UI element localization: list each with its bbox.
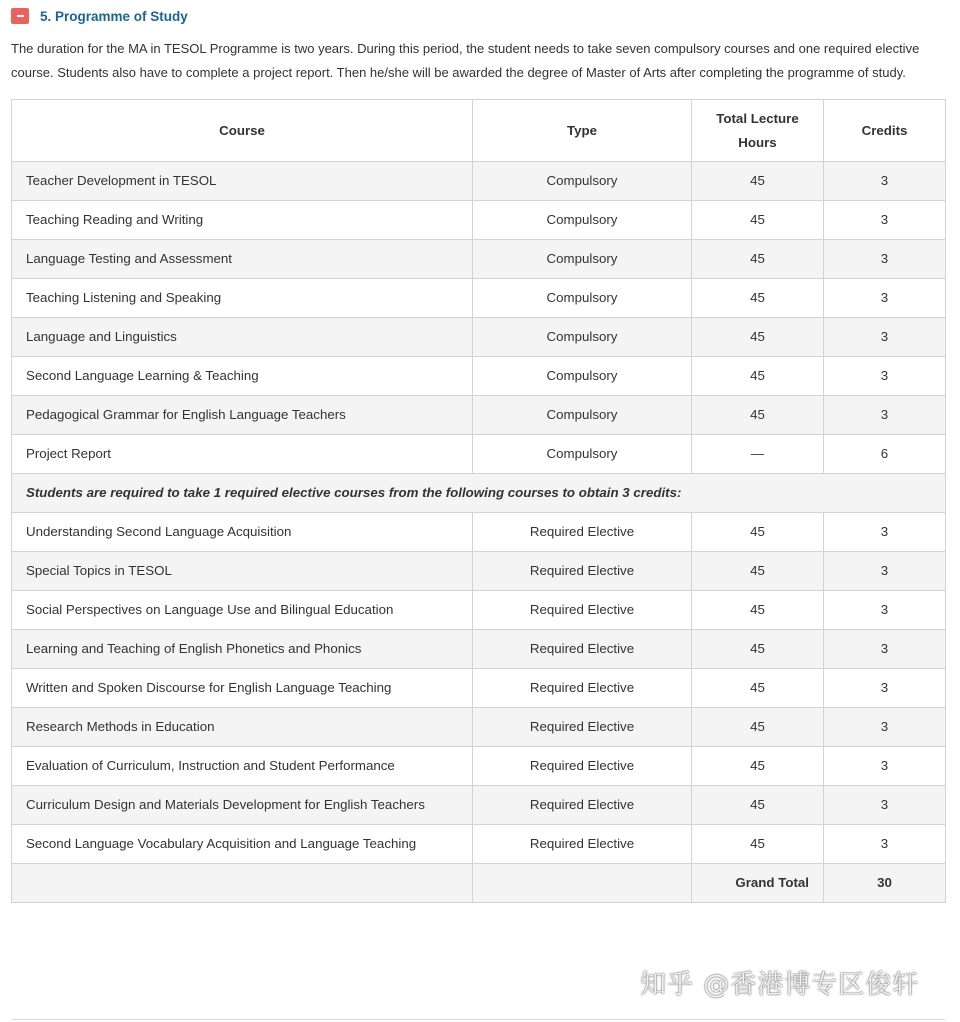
hours-cell: 45 xyxy=(692,318,824,357)
type-cell: Compulsory xyxy=(473,318,692,357)
table-header-row xyxy=(12,100,946,162)
credits-cell: 3 xyxy=(824,591,946,630)
watermark: 知乎 @香港博专区俊轩 xyxy=(640,970,920,1000)
section-header xyxy=(11,6,188,26)
course-cell: Teacher Development in TESOL xyxy=(12,162,473,201)
collapse-button[interactable] xyxy=(11,8,29,24)
credits-cell: 3 xyxy=(824,396,946,435)
type-cell: Required Elective xyxy=(473,552,692,591)
table-row xyxy=(12,435,946,474)
table-row xyxy=(12,669,946,708)
empty-cell xyxy=(473,864,692,903)
course-table xyxy=(11,99,946,903)
course-cell: Project Report xyxy=(12,435,473,474)
course-cell: Language and Linguistics xyxy=(12,318,473,357)
table-row xyxy=(12,630,946,669)
grand-total-value: 30 xyxy=(824,864,946,903)
grand-total-row xyxy=(12,864,946,903)
course-cell: Second Language Learning & Teaching xyxy=(12,357,473,396)
type-cell: Compulsory xyxy=(473,240,692,279)
course-cell: Written and Spoken Discourse for English Language Teaching xyxy=(12,669,473,708)
hours-cell: 45 xyxy=(692,279,824,318)
table-row xyxy=(12,357,946,396)
course-cell: Teaching Reading and Writing xyxy=(12,201,473,240)
type-cell: Required Elective xyxy=(473,825,692,864)
table-row xyxy=(12,708,946,747)
hours-cell: — xyxy=(692,435,824,474)
header-type: Type xyxy=(473,100,692,162)
course-cell: Language Testing and Assessment xyxy=(12,240,473,279)
hours-cell: 45 xyxy=(692,396,824,435)
table-row xyxy=(12,240,946,279)
header-hours: Total Lecture Hours xyxy=(692,100,824,162)
type-cell: Required Elective xyxy=(473,708,692,747)
hours-cell: 45 xyxy=(692,591,824,630)
hours-cell: 45 xyxy=(692,630,824,669)
course-cell: Evaluation of Curriculum, Instruction and Student Performance xyxy=(12,747,473,786)
type-cell: Compulsory xyxy=(473,201,692,240)
credits-cell: 3 xyxy=(824,630,946,669)
table-row xyxy=(12,396,946,435)
credits-cell: 3 xyxy=(824,825,946,864)
credits-cell: 3 xyxy=(824,552,946,591)
course-cell: Curriculum Design and Materials Development for English Teachers xyxy=(12,786,473,825)
hours-cell: 45 xyxy=(692,162,824,201)
type-cell: Compulsory xyxy=(473,357,692,396)
credits-cell: 3 xyxy=(824,240,946,279)
course-cell: Social Perspectives on Language Use and Bilingual Education xyxy=(12,591,473,630)
hours-cell: 45 xyxy=(692,786,824,825)
hours-cell: 45 xyxy=(692,552,824,591)
type-cell: Required Elective xyxy=(473,630,692,669)
type-cell: Required Elective xyxy=(473,786,692,825)
type-cell: Compulsory xyxy=(473,435,692,474)
empty-cell xyxy=(12,864,473,903)
header-course: Course xyxy=(12,100,473,162)
credits-cell: 3 xyxy=(824,162,946,201)
type-cell: Required Elective xyxy=(473,747,692,786)
type-cell: Required Elective xyxy=(473,591,692,630)
minus-icon xyxy=(17,15,24,17)
hours-cell: 45 xyxy=(692,669,824,708)
hours-cell: 45 xyxy=(692,747,824,786)
type-cell: Required Elective xyxy=(473,669,692,708)
credits-cell: 3 xyxy=(824,318,946,357)
grand-total-label: Grand Total xyxy=(692,864,824,903)
table-row xyxy=(12,513,946,552)
credits-cell: 3 xyxy=(824,357,946,396)
credits-cell: 3 xyxy=(824,747,946,786)
credits-cell: 3 xyxy=(824,201,946,240)
intro-paragraph: The duration for the MA in TESOL Programme is two years. During this period, the student needs to take seven compulsory courses and one required elective course. Students also have to complete a project report. Then he/she will be awarded the degree of Master of Arts after completing the programme of study. xyxy=(11,41,920,80)
course-cell: Pedagogical Grammar for English Language Teachers xyxy=(12,396,473,435)
table-row xyxy=(12,825,946,864)
credits-cell: 6 xyxy=(824,435,946,474)
course-cell: Learning and Teaching of English Phonetics and Phonics xyxy=(12,630,473,669)
section-title: 5. Programme of Study xyxy=(40,8,188,24)
course-cell: Research Methods in Education xyxy=(12,708,473,747)
elective-note: Students are required to take 1 required elective courses from the following courses to obtain 3 credits: xyxy=(12,474,946,513)
hours-cell: 45 xyxy=(692,240,824,279)
table-row xyxy=(12,591,946,630)
hours-cell: 45 xyxy=(692,708,824,747)
table-row xyxy=(12,786,946,825)
hours-cell: 45 xyxy=(692,825,824,864)
header-credits: Credits xyxy=(824,100,946,162)
credits-cell: 3 xyxy=(824,669,946,708)
type-cell: Compulsory xyxy=(473,396,692,435)
credits-cell: 3 xyxy=(824,786,946,825)
course-cell: Special Topics in TESOL xyxy=(12,552,473,591)
course-cell: Understanding Second Language Acquisition xyxy=(12,513,473,552)
credits-cell: 3 xyxy=(824,279,946,318)
course-cell: Second Language Vocabulary Acquisition and Language Teaching xyxy=(12,825,473,864)
hours-cell: 45 xyxy=(692,201,824,240)
type-cell: Required Elective xyxy=(473,513,692,552)
table-row xyxy=(12,747,946,786)
table-row xyxy=(12,162,946,201)
type-cell: Compulsory xyxy=(473,162,692,201)
credits-cell: 3 xyxy=(824,513,946,552)
table-row xyxy=(12,552,946,591)
elective-note-row xyxy=(12,474,946,513)
table-row xyxy=(12,279,946,318)
hours-cell: 45 xyxy=(692,513,824,552)
type-cell: Compulsory xyxy=(473,279,692,318)
table-row xyxy=(12,318,946,357)
course-cell: Teaching Listening and Speaking xyxy=(12,279,473,318)
credits-cell: 3 xyxy=(824,708,946,747)
divider xyxy=(11,1019,945,1020)
table-row xyxy=(12,201,946,240)
hours-cell: 45 xyxy=(692,357,824,396)
